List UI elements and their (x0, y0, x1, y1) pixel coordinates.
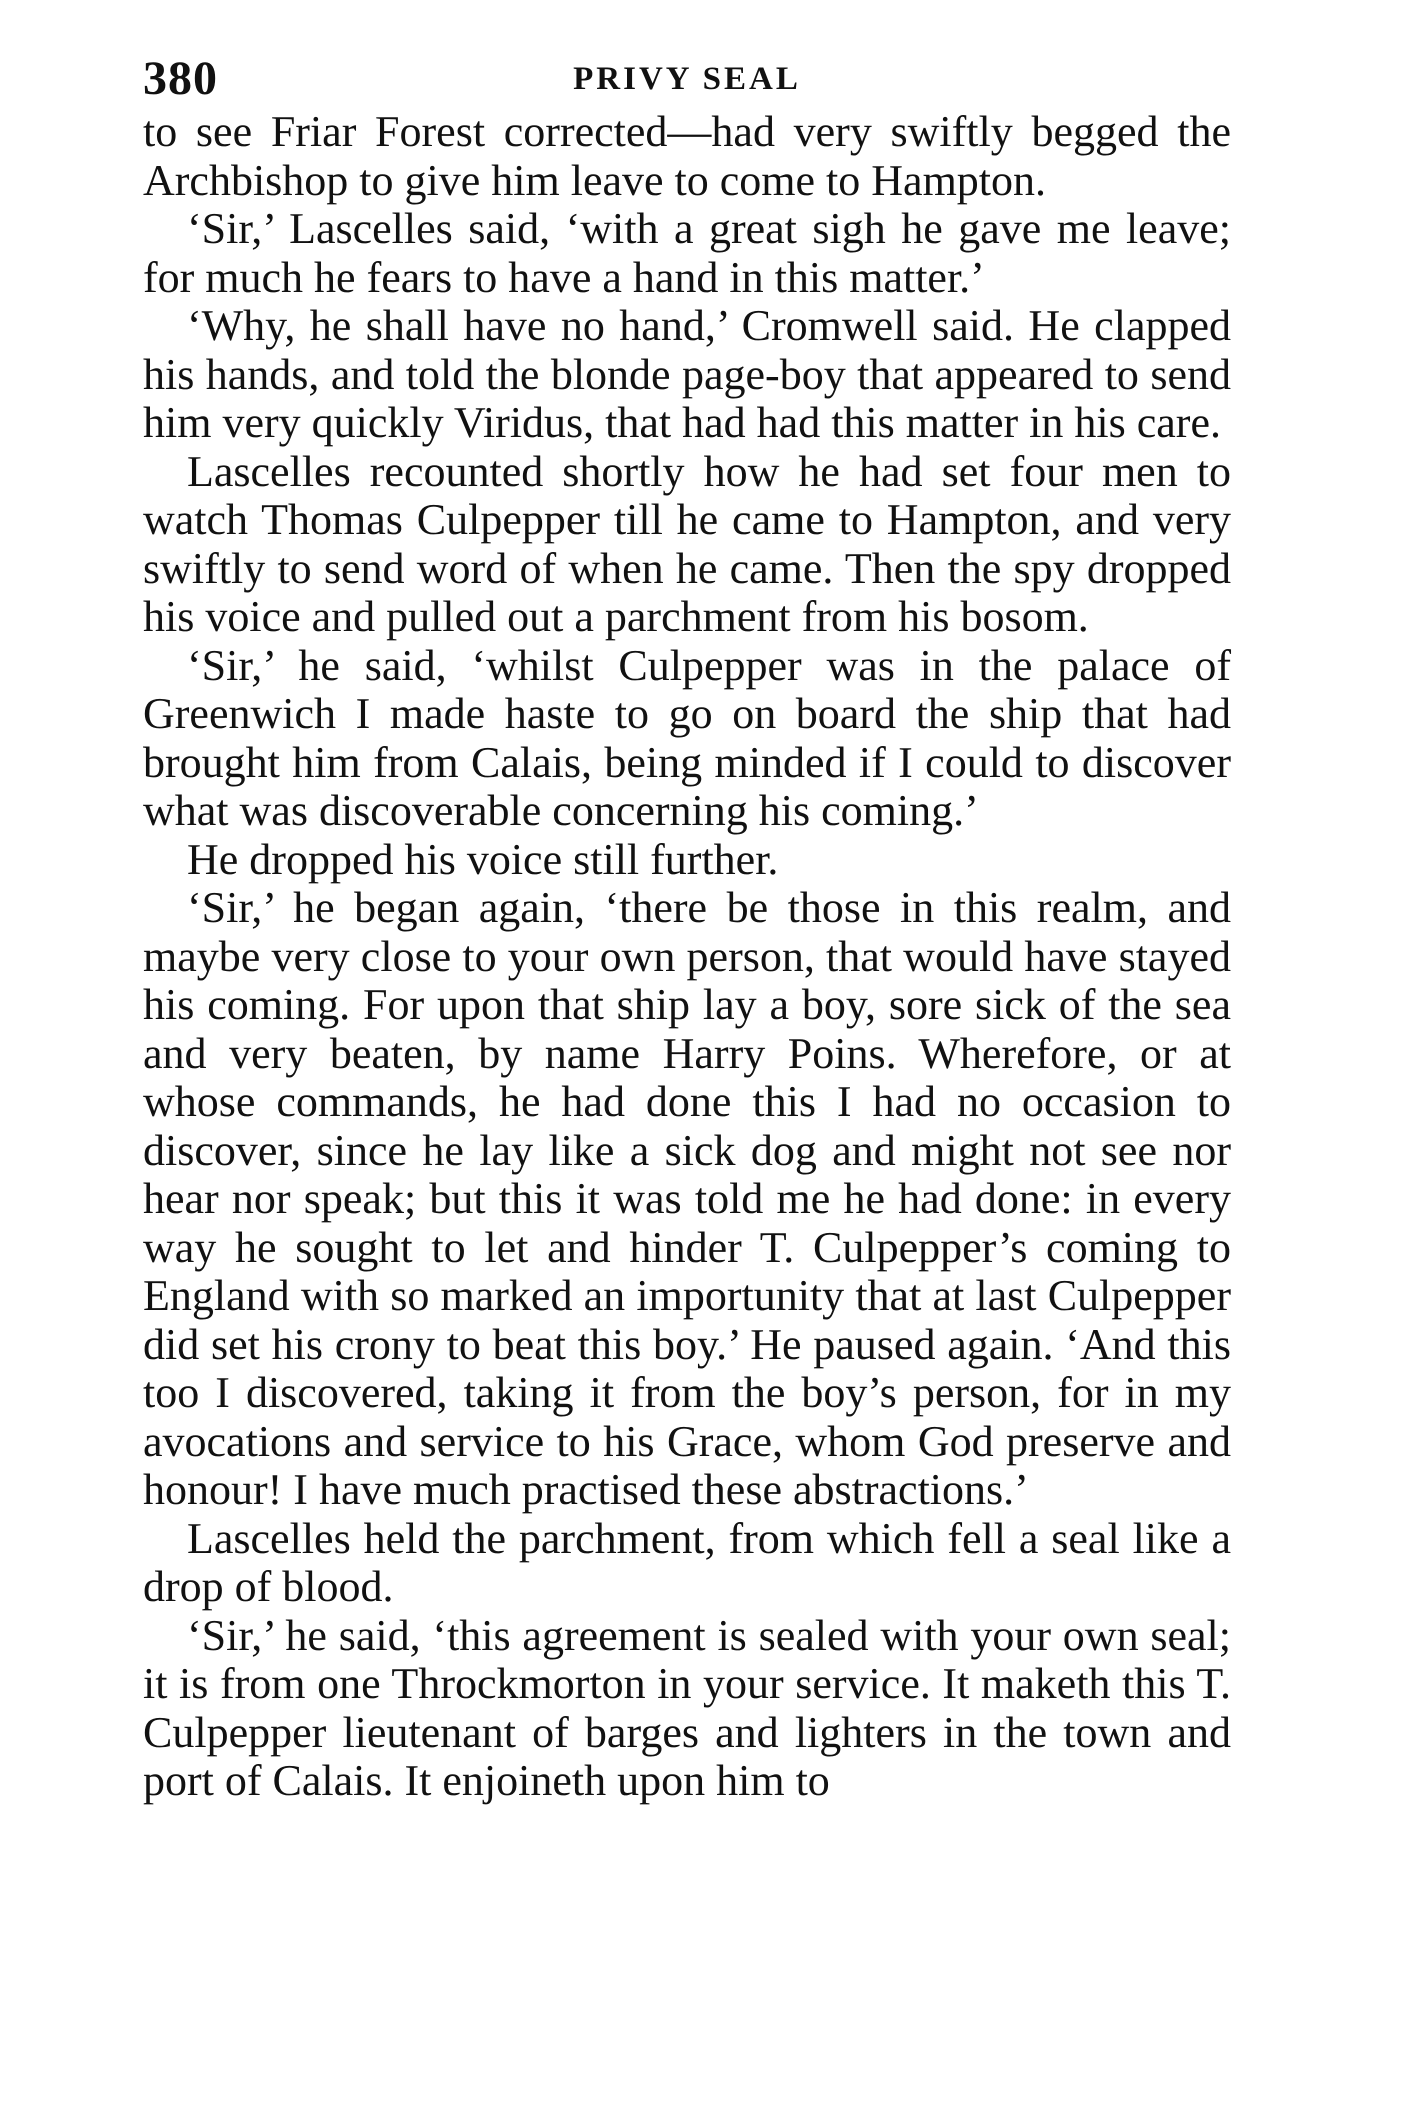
page-header (143, 44, 1231, 114)
paragraph: ‘Sir,’ he began again, ‘there be those in this realm, and maybe very close to your own person, that would have stayed his coming. For upon that ship lay a boy, sore sick of the sea and very beaten, by name Harry Poins. Wherefore, or at whose commands, he had done this I had no occasion to discover, since he lay like a sick dog and might not see nor hear nor speak; but this it was told me he had done: in every way he sought to let and hinder T. Culpepper’s coming to England with so marked an importunity that at last Culpepper did set his crony to beat this boy.’ He paused again. ‘And this too I discovered, taking it from the boy’s person, for in my avocations and service to his Grace, whom God preserve and honour! I have much practised these abstractions.’ (143, 883, 1231, 1514)
body-text (143, 108, 1231, 1806)
paragraph: Lascelles recounted shortly how he had set four men to watch Thomas Culpepper till he came to Hampton, and very swiftly to send word of when he came. Then the spy dropped his voice and pulled out a parchment from his bosom. (143, 446, 1231, 641)
paragraph: ‘Sir,’ he said, ‘this agreement is sealed with your own seal; it is from one Throckmorton in your service. It maketh this T. Culpepper lieutenant of barges and lighters in the town and port of Calais. It enjoineth upon him to (143, 1610, 1231, 1805)
paragraph: ‘Why, he shall have no hand,’ Cromwell said. He clapped his hands, and told the blonde page-boy that appeared to send him very quickly Viridus, that had had this matter in his care. (143, 301, 1231, 447)
paragraph: Lascelles held the parchment, from which fell a seal like a drop of blood. (143, 1513, 1231, 1611)
page-number: 380 (143, 52, 218, 105)
running-head: PRIVY SEAL (573, 61, 801, 97)
paragraph: ‘Sir,’ he said, ‘whilst Culpepper was in the palace of Greenwich I made haste to go on board the ship that had brought him from Calais, being minded if I could to discover what was discoverable concerning his coming.’ (143, 640, 1231, 835)
paragraph: to see Friar Forest corrected—had very swiftly begged the Archbishop to give him leave to come to Hampton. (143, 107, 1231, 205)
paragraph: He dropped his voice still further. (187, 834, 779, 884)
paragraph: ‘Sir,’ Lascelles said, ‘with a great sigh he gave me leave; for much he fears to have a hand in this matter.’ (143, 204, 1231, 302)
